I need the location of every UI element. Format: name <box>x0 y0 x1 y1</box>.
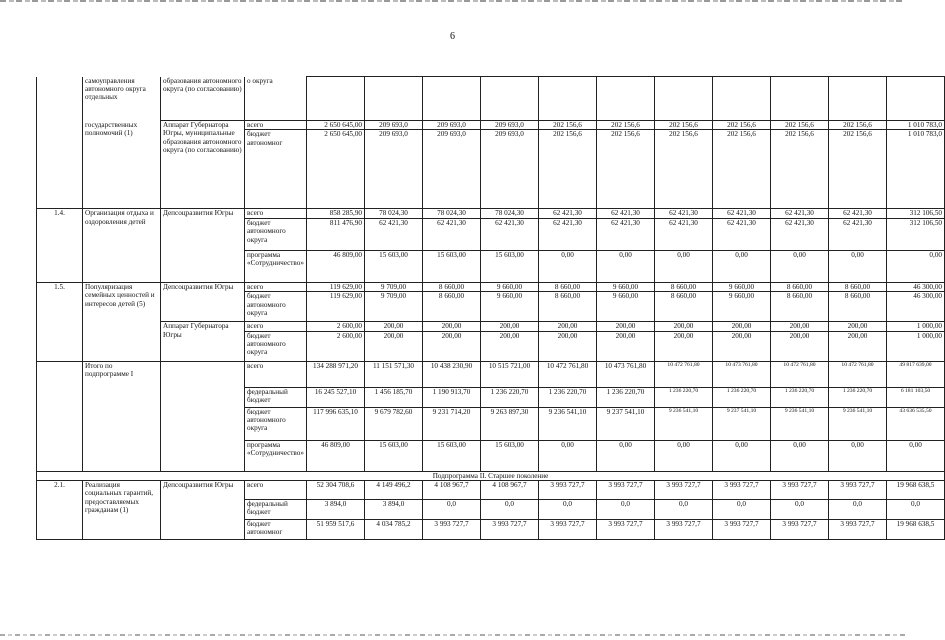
value-cell: 9 237 541,10 <box>597 407 655 440</box>
value-cell: 202 156,6 <box>655 121 713 130</box>
value-cell: 8 660,00 <box>771 282 829 291</box>
source: всего <box>245 481 307 500</box>
value-cell: 202 156,6 <box>829 121 887 130</box>
value-cell: 62 421,30 <box>597 209 655 218</box>
row-number: 1.4. <box>37 209 83 282</box>
value-cell: 78 024,30 <box>423 209 481 218</box>
source: о округа <box>245 77 307 121</box>
value-cell: 3 993 727,7 <box>771 481 829 500</box>
value-cell: 9 660,00 <box>713 292 771 322</box>
value-cell: 202 156,6 <box>597 121 655 130</box>
value-cell: 1 236 220,70 <box>829 387 887 407</box>
value-cell: 0,00 <box>771 250 829 282</box>
value-cell: 200,00 <box>423 322 481 331</box>
value-cell: 200,00 <box>829 331 887 361</box>
value-cell: 209 693,0 <box>481 130 539 209</box>
value-cell: 62 421,30 <box>771 209 829 218</box>
value-cell: 10 473 761,80 <box>597 361 655 387</box>
value-cell: 1 010 783,0 <box>887 121 945 130</box>
value-cell: 8 660,00 <box>829 282 887 291</box>
table-row <box>37 481 945 500</box>
value-cell: 10 473 761,80 <box>713 361 771 387</box>
table-row <box>37 471 945 480</box>
value-cell: 10 472 761,80 <box>539 361 597 387</box>
value-cell: 200,00 <box>771 322 829 331</box>
value-cell: 1 236 220,70 <box>481 387 539 407</box>
value-cell: 0,00 <box>655 250 713 282</box>
value-cell: 3 894,0 <box>307 500 365 520</box>
value-cell: 1 190 913,70 <box>423 387 481 407</box>
value-cell: 200,00 <box>655 322 713 331</box>
value-cell: 0,00 <box>713 440 771 471</box>
value-cell: 9 660,00 <box>597 292 655 322</box>
source: бюджет автономного округа <box>245 407 307 440</box>
value-cell: 62 421,30 <box>423 218 481 250</box>
value-cell: 46 300,00 <box>887 292 945 322</box>
value-cell: 1 236 220,70 <box>771 387 829 407</box>
value-cell: 0,00 <box>829 440 887 471</box>
value-cell: 202 156,6 <box>597 130 655 209</box>
measure-name: самоуправления автономного округа отдельных <box>83 77 161 121</box>
table-row <box>37 77 945 121</box>
value-cell: 0,0 <box>423 500 481 520</box>
table-row <box>37 282 945 291</box>
measure-name: Популяризация семейных ценностей и интересов детей (5) <box>83 282 161 361</box>
source: всего <box>245 121 307 130</box>
value-cell: 0,00 <box>597 440 655 471</box>
value-cell: 134 288 971,20 <box>307 361 365 387</box>
source: бюджет автономного округа <box>245 331 307 361</box>
value-cell: 4 108 967,7 <box>423 481 481 500</box>
value-cell: 2 650 645,00 <box>307 121 365 130</box>
value-cell: 2 600,00 <box>307 331 365 361</box>
value-cell: 9 660,00 <box>481 282 539 291</box>
value-cell: 0,0 <box>655 500 713 520</box>
value-cell: 78 024,30 <box>365 209 423 218</box>
value-cell: 1 236 220,70 <box>655 387 713 407</box>
value-cell: 3 993 727,7 <box>713 481 771 500</box>
value-cell: 62 421,30 <box>597 218 655 250</box>
value-cell: 209 693,0 <box>423 121 481 130</box>
section-header: Подпрограмма II. Старшее поколение <box>37 471 945 480</box>
value-cell: 200,00 <box>423 331 481 361</box>
value-cell: 858 285,90 <box>307 209 365 218</box>
value-cell: 209 693,0 <box>481 121 539 130</box>
value-cell: 0,0 <box>771 500 829 520</box>
value-cell: 200,00 <box>829 322 887 331</box>
value-cell: 1 000,00 <box>887 322 945 331</box>
value-cell: 1 236 220,70 <box>713 387 771 407</box>
value-cell: 202 156,6 <box>713 130 771 209</box>
value-cell: 3 993 727,7 <box>539 520 597 540</box>
value-cell: 62 421,30 <box>829 218 887 250</box>
value-cell: 43 636 535,50 <box>887 407 945 440</box>
value-cell: 46 809,00 <box>307 250 365 282</box>
value-cell: 200,00 <box>597 331 655 361</box>
value-cell: 0,0 <box>481 500 539 520</box>
measure-name: Итого по подпрограмме I <box>83 361 161 471</box>
value-cell: 209 693,0 <box>365 130 423 209</box>
value-cell: 9 660,00 <box>481 292 539 322</box>
value-cell: 9 679 782,60 <box>365 407 423 440</box>
value-cell: 10 472 761,80 <box>829 361 887 387</box>
value-cell: 62 421,30 <box>713 218 771 250</box>
value-cell: 8 660,00 <box>771 292 829 322</box>
value-cell: 46 300,00 <box>887 282 945 291</box>
value-cell: 209 693,0 <box>365 121 423 130</box>
source: всего <box>245 209 307 218</box>
value-cell: 1 000,00 <box>887 331 945 361</box>
value-cell: 1 456 185,70 <box>365 387 423 407</box>
source: федеральный бюджет <box>245 387 307 407</box>
value-cell: 8 660,00 <box>423 282 481 291</box>
table-row <box>37 361 945 387</box>
page-number: 6 <box>450 31 455 42</box>
value-cell: 0,0 <box>713 500 771 520</box>
value-cell: 1 010 783,0 <box>887 130 945 209</box>
value-cell: 119 629,00 <box>307 292 365 322</box>
value-cell: 8 660,00 <box>539 282 597 291</box>
scan-edge-bottom <box>0 634 905 636</box>
value-cell: 200,00 <box>539 322 597 331</box>
value-cell: 4 034 785,2 <box>365 520 423 540</box>
value-cell: 62 421,30 <box>655 218 713 250</box>
value-cell: 8 660,00 <box>655 282 713 291</box>
value-cell: 15 603,00 <box>365 440 423 471</box>
value-cell: 49 817 639,00 <box>887 361 945 387</box>
value-cell: 51 959 517,6 <box>307 520 365 540</box>
value-cell: 15 603,00 <box>423 440 481 471</box>
value-cell: 202 156,6 <box>539 121 597 130</box>
source: бюджет автономного округа <box>245 218 307 250</box>
value-cell: 9 237 541,10 <box>713 407 771 440</box>
source: всего <box>245 361 307 387</box>
source: федеральный бюджет <box>245 500 307 520</box>
value-cell: 8 660,00 <box>539 292 597 322</box>
executor: Аппарат Губернатора Югры, муниципальные образования автономного округа (по согласованию) <box>161 121 245 209</box>
measure-name: Реализация социальных гарантий, предоставляемых гражданам (1) <box>83 481 161 540</box>
value-cell: 2 600,00 <box>307 322 365 331</box>
value-cell: 8 660,00 <box>655 292 713 322</box>
value-cell: 46 809,00 <box>307 440 365 471</box>
executor: Депсоцразвития Югры <box>161 209 245 282</box>
value-cell: 10 472 761,80 <box>655 361 713 387</box>
value-cell: 9 236 541,10 <box>539 407 597 440</box>
value-cell: 0,0 <box>887 500 945 520</box>
value-cell: 1 236 220,70 <box>597 387 655 407</box>
value-cell: 3 993 727,7 <box>597 481 655 500</box>
value-cell: 200,00 <box>655 331 713 361</box>
value-cell: 11 151 571,30 <box>365 361 423 387</box>
value-cell: 0,00 <box>713 250 771 282</box>
value-cell: 9 709,00 <box>365 282 423 291</box>
value-cell: 62 421,30 <box>829 209 887 218</box>
value-cell: 200,00 <box>365 322 423 331</box>
value-cell: 62 421,30 <box>539 218 597 250</box>
value-cell: 3 993 727,7 <box>481 520 539 540</box>
value-cell: 0,0 <box>539 500 597 520</box>
source: всего <box>245 282 307 291</box>
executor: Аппарат Губернатора Югры <box>161 322 245 361</box>
value-cell: 62 421,30 <box>713 209 771 218</box>
value-cell: 9 660,00 <box>597 282 655 291</box>
value-cell: 1 236 220,70 <box>539 387 597 407</box>
value-cell: 200,00 <box>771 331 829 361</box>
value-cell: 3 993 727,7 <box>713 520 771 540</box>
value-cell: 0,0 <box>829 500 887 520</box>
scan-edge-top <box>0 0 905 2</box>
value-cell: 9 263 897,30 <box>481 407 539 440</box>
source: программа «Сотрудничество» <box>245 440 307 471</box>
value-cell: 200,00 <box>365 331 423 361</box>
value-cell: 10 438 230,90 <box>423 361 481 387</box>
value-cell: 62 421,30 <box>655 209 713 218</box>
value-cell: 0,00 <box>887 440 945 471</box>
source: бюджет автономного округа <box>245 292 307 322</box>
value-cell: 312 106,50 <box>887 218 945 250</box>
value-cell: 19 968 638,5 <box>887 520 945 540</box>
source: бюджет автономног <box>245 130 307 209</box>
measure-name: государственных полномочий (1) <box>83 121 161 209</box>
value-cell: 209 693,0 <box>423 130 481 209</box>
value-cell: 3 993 727,7 <box>655 520 713 540</box>
value-cell: 52 304 708,6 <box>307 481 365 500</box>
value-cell: 117 996 635,10 <box>307 407 365 440</box>
value-cell: 9 709,00 <box>365 292 423 322</box>
value-cell: 4 108 967,7 <box>481 481 539 500</box>
value-cell: 9 236 541,10 <box>829 407 887 440</box>
value-cell: 8 660,00 <box>829 292 887 322</box>
value-cell: 202 156,6 <box>771 130 829 209</box>
value-cell: 3 894,0 <box>365 500 423 520</box>
value-cell: 16 245 527,10 <box>307 387 365 407</box>
value-cell: 15 603,00 <box>423 250 481 282</box>
value-cell: 3 993 727,7 <box>829 481 887 500</box>
row-number: 1.5. <box>37 282 83 361</box>
value-cell: 9 236 541,10 <box>771 407 829 440</box>
table-body <box>37 77 945 540</box>
value-cell: 0,00 <box>539 440 597 471</box>
value-cell: 2 650 645,00 <box>307 130 365 209</box>
value-cell: 78 024,30 <box>481 209 539 218</box>
value-cell: 62 421,30 <box>365 218 423 250</box>
value-cell: 200,00 <box>713 322 771 331</box>
value-cell: 3 993 727,7 <box>539 481 597 500</box>
value-cell: 3 993 727,7 <box>655 481 713 500</box>
value-cell: 200,00 <box>597 322 655 331</box>
value-cell: 8 660,00 <box>423 292 481 322</box>
value-cell: 811 476,90 <box>307 218 365 250</box>
value-cell: 10 515 721,00 <box>481 361 539 387</box>
value-cell: 15 603,00 <box>481 250 539 282</box>
value-cell: 15 603,00 <box>365 250 423 282</box>
source: программа «Сотрудничество» <box>245 250 307 282</box>
value-cell: 9 231 714,20 <box>423 407 481 440</box>
executor: Депсоцразвития Югры <box>161 282 245 321</box>
measure-name: Организация отдыха и оздоровления детей <box>83 209 161 282</box>
value-cell: 3 993 727,7 <box>597 520 655 540</box>
value-cell: 4 149 496,2 <box>365 481 423 500</box>
funding-table <box>36 76 945 540</box>
value-cell: 3 993 727,7 <box>829 520 887 540</box>
value-cell: 6 181 103,50 <box>887 387 945 407</box>
value-cell: 0,00 <box>771 440 829 471</box>
value-cell: 10 472 761,80 <box>771 361 829 387</box>
value-cell: 0,00 <box>887 250 945 282</box>
executor: образования автономного округа (по согласованию) <box>161 77 245 121</box>
value-cell: 0,00 <box>539 250 597 282</box>
value-cell: 3 993 727,7 <box>771 520 829 540</box>
table-row <box>37 209 945 218</box>
value-cell: 202 156,6 <box>655 130 713 209</box>
value-cell: 200,00 <box>481 331 539 361</box>
value-cell: 19 968 638,5 <box>887 481 945 500</box>
source: всего <box>245 322 307 331</box>
executor: Депсоцразвития Югры <box>161 481 245 540</box>
value-cell: 0,0 <box>597 500 655 520</box>
table-row <box>37 322 945 331</box>
source: бюджет автономног <box>245 520 307 540</box>
value-cell: 0,00 <box>655 440 713 471</box>
value-cell: 9 660,00 <box>713 282 771 291</box>
value-cell: 62 421,30 <box>539 209 597 218</box>
value-cell: 3 993 727,7 <box>423 520 481 540</box>
value-cell: 119 629,00 <box>307 282 365 291</box>
value-cell: 9 236 541,10 <box>655 407 713 440</box>
value-cell: 202 156,6 <box>771 121 829 130</box>
value-cell: 15 603,00 <box>481 440 539 471</box>
value-cell: 0,00 <box>829 250 887 282</box>
value-cell: 200,00 <box>539 331 597 361</box>
value-cell: 200,00 <box>713 331 771 361</box>
value-cell: 200,00 <box>481 322 539 331</box>
value-cell: 202 156,6 <box>713 121 771 130</box>
row-number: 2.1. <box>37 481 83 540</box>
value-cell: 202 156,6 <box>539 130 597 209</box>
value-cell: 62 421,30 <box>771 218 829 250</box>
value-cell: 202 156,6 <box>829 130 887 209</box>
value-cell: 312 106,50 <box>887 209 945 218</box>
table-row <box>37 121 945 130</box>
value-cell: 62 421,30 <box>481 218 539 250</box>
value-cell: 0,00 <box>597 250 655 282</box>
